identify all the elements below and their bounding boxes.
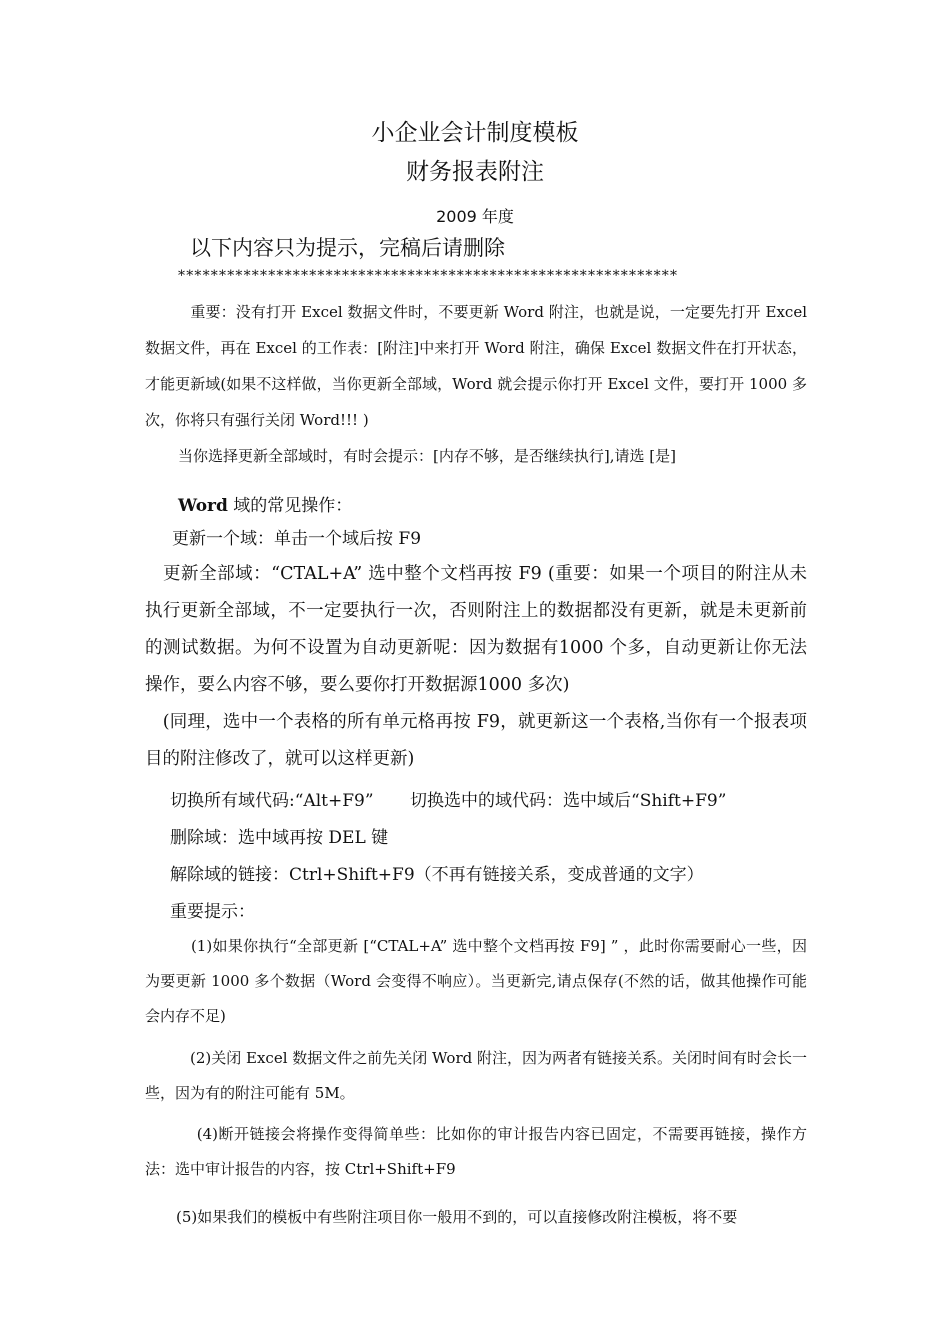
update-one-field: 更新一个域：单击一个域后按 F9 xyxy=(172,529,422,549)
tip-2: (2)关闭 Excel 数据文件之前先关闭 Word 附注，因为两者有链接关系。关闭时间有时会长一些，因为有的附注可能有 5M。 xyxy=(145,1049,808,1102)
document-subtitle: 财务报表附注 xyxy=(406,159,544,185)
word-ops-heading-text: 域的常见操作： xyxy=(227,496,353,516)
update-all-fields-paragraph: 更新全部域：“CTAL+A” 选中整个文档再按 F9 (重要：如果一个项目的附注从未执行更新全部域，不一定要执行一次，否则附注上的数据都没有更新，就是未更新前的测试数据。为何不设置为自动更新呢：因为数据有1000 个多，自动更新让你无法操作，要么内容不够，要么要你打开数据源1000 多次) xyxy=(145,564,807,695)
unlink-field: 解除域的链接：Ctrl+Shift+F9（不再有链接关系，变成普通的文字） xyxy=(170,865,704,885)
table-update-paragraph: (同理，选中一个表格的所有单元格再按 F9，就更新这一个表格,当你有一个报表项目的附注修改了，就可以这样更新) xyxy=(145,712,807,769)
memory-prompt-note: 当你选择更新全部域时，有时会提示：[内存不够，是否继续执行],请选 [是] xyxy=(178,447,676,465)
tip-5: (5)如果我们的模板中有些附注项目你一般用不到的，可以直接修改附注模板，将不要 xyxy=(176,1208,738,1226)
document-title: 小企业会计制度模板 xyxy=(371,120,579,146)
tip-4: (4)断开链接会将操作变得简单些：比如你的审计报告内容已固定，不需要再链接，操作方法：选中审计报告的内容，按 Ctrl+Shift+F9 xyxy=(145,1125,807,1178)
delete-field: 删除域：选中域再按 DEL 键 xyxy=(170,828,389,848)
delete-hint: 以下内容只为提示，完稿后请删除 xyxy=(190,236,505,260)
word-ops-heading xyxy=(178,491,352,516)
important-paragraph: 重要：没有打开 Excel 数据文件时，不要更新 Word 附注，也就是说，一定要先打开 Excel 数据文件，再在 Excel 的工作表：[附注]中来打开 Word 附注，确保 Excel 数据文件在打开状态，才能更新域(如果不这样做，当你更新全部域，Word 就会提示你打开 Excel 文件，要打开 1000 多次，你将只有强行关闭 Word!!! ) xyxy=(145,303,807,429)
toggle-all-codes: 切换所有域代码:“Alt+F9” xyxy=(170,791,374,811)
toggle-selected-code: 切换选中的域代码：选中域后“Shift+F9” xyxy=(410,791,727,811)
tips-heading: 重要提示： xyxy=(170,902,255,922)
report-year: 2009 年度 xyxy=(436,207,514,226)
tip-1: (1)如果你执行“全部更新 [“CTAL+A” 选中整个文档再按 F9] ” ，此时你需要耐心一些，因为要更新 1000 多个数据（Word 会变得不响应）。当更新完,请点保存(不然的话，做其他操作可能会内存不足) xyxy=(145,937,807,1025)
asterisk-divider: ************************************************************* xyxy=(178,268,679,284)
word-ops-heading-bold: Word xyxy=(178,496,228,516)
